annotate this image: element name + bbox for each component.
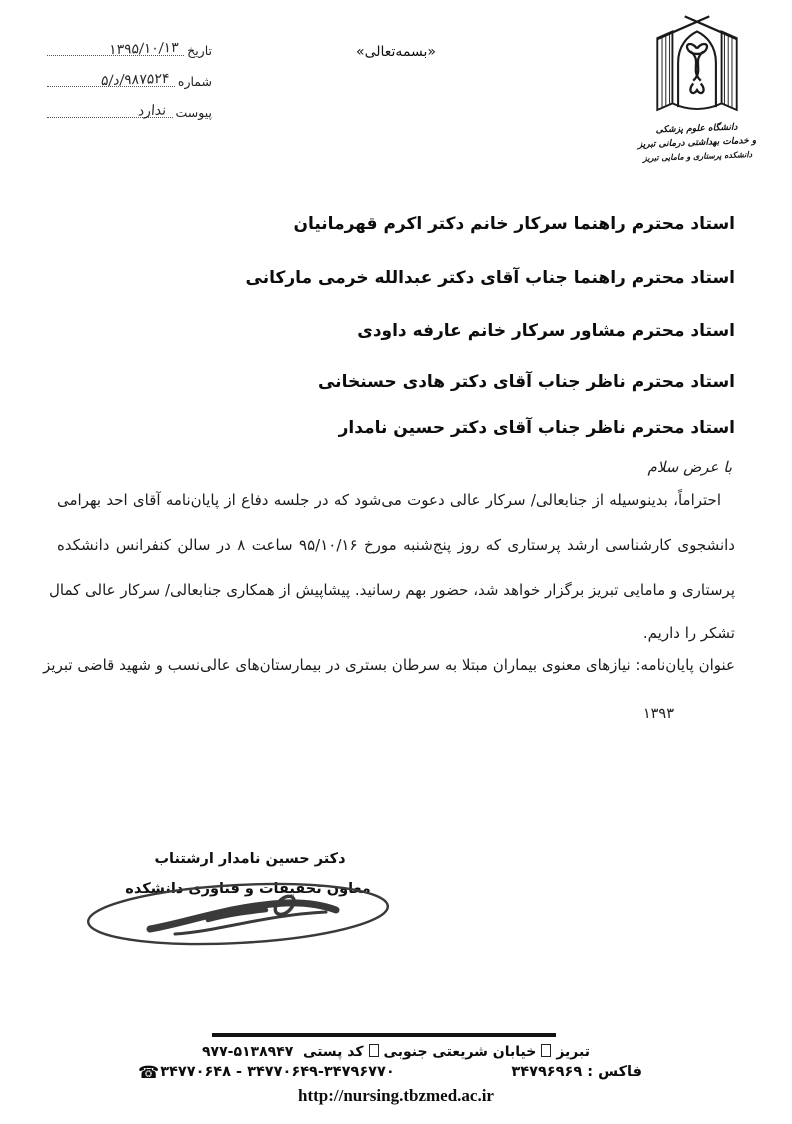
signature-scrawl	[80, 862, 400, 962]
attachment-value-handwritten: ندارد	[137, 102, 168, 120]
footer-phones-line	[138, 1063, 642, 1083]
footer-divider-bar	[212, 1033, 556, 1037]
bullet-square-icon	[369, 1044, 379, 1057]
footer-city: تبریز	[556, 1044, 590, 1060]
fax-number: ۳۴۷۹۶۹۶۹	[511, 1064, 583, 1080]
logo-caption-line1: دانشگاه علوم پزشکی	[655, 122, 738, 136]
body-line-3: پرستاری و مامایی تبریز برگزار خواهد شد، حضور بهم رسانید. پیشاپیش از همکاری جنابعالی/ سرکار عالی کمال	[48, 581, 735, 599]
recipient-line-3: استاد محترم مشاور سرکار خانم عارفه داودی	[357, 321, 735, 341]
recipient-line-5: استاد محترم ناظر جناب آقای دکتر حسین نامدار	[338, 418, 735, 438]
footer-street: خیابان شریعتی جنوبی	[383, 1044, 537, 1060]
attachment-label: پیوست	[175, 105, 212, 120]
number-label: شماره	[177, 74, 212, 89]
phone-numbers-text: ۳۴۷۷۰۶۴۸ - ۳۴۷۷۰۶۴۹-۳۴۷۹۶۷۷۰	[160, 1064, 395, 1080]
recipient-line-1: استاد محترم راهنما سرکار خانم دکتر اکرم قهرمانیان	[293, 214, 735, 234]
recipient-line-2: استاد محترم راهنما جناب آقای دکتر عبدالله خرمی مارکانی	[245, 268, 735, 288]
telephone-icon: ☎	[138, 1063, 160, 1083]
body-line-4: تشکر را داریم.	[642, 624, 735, 642]
logo-caption	[631, 120, 762, 166]
logo-caption-line2: و خدمات بهداشتی درمانی تبریز	[637, 136, 757, 151]
phone-numbers	[138, 1063, 395, 1083]
footer-postal-label: کد پستی	[303, 1044, 364, 1060]
signatory-title: معاون تحقیقات و فناوری دانشکده	[125, 881, 371, 897]
fax-label: فاکس :	[587, 1064, 642, 1080]
thesis-year: ۱۳۹۳	[642, 706, 674, 722]
attachment-dotted-line	[47, 104, 173, 120]
number-row	[47, 69, 212, 89]
recipient-line-4: استاد محترم ناظر جناب آقای دکتر هادی حسنخانی	[317, 372, 735, 392]
body-line-1: احتراماً، بدینوسیله از جنابعالی/ سرکار عالی دعوت می‌شود که در جلسه دفاع از پایان‌نامه آقای احد بهرامی	[57, 491, 721, 509]
number-dotted-line	[47, 70, 175, 90]
footer-address-line	[0, 1044, 792, 1060]
logo-caption-line3: دانشکده پرستاری و مامایی تبریز	[642, 149, 753, 163]
footer-website-url: http://nursing.tbzmed.ac.ir	[298, 1086, 494, 1105]
number-value-handwritten: ۵/د/۹۸۷۵۲۴	[100, 70, 170, 90]
footer-postal-code: ۵۱۳۸۹۴۷-۹۷۷	[202, 1044, 294, 1060]
logo-book-emblem	[645, 10, 749, 122]
bullet-square-icon	[541, 1044, 551, 1057]
body-line-2: دانشجوی کارشناسی ارشد پرستاری که روز پنج‌شنبه مورخ ۹۵/۱۰/۱۶ ساعت ۸ در سالن کنفرانس دانشکده	[57, 536, 735, 554]
fax-group	[511, 1064, 642, 1080]
university-logo	[632, 10, 762, 164]
attachment-row	[47, 100, 212, 120]
date-value-handwritten: ۱۳۹۵/۱۰/۱۳	[107, 39, 179, 59]
date-label: تاریخ	[187, 43, 212, 58]
salutation-text: با عرض سلام	[647, 458, 732, 476]
signatory-name: دکتر حسین نامدار ارشتناب	[154, 851, 346, 867]
thesis-title: عنوان پایان‌نامه: نیازهای معنوی بیماران مبتلا به سرطان بستری در بیمارستان‌های عالی‌نسب و شهید قاضی تبریز	[43, 656, 735, 674]
bismillah-text: «بسمه‌تعالی»	[356, 44, 436, 60]
